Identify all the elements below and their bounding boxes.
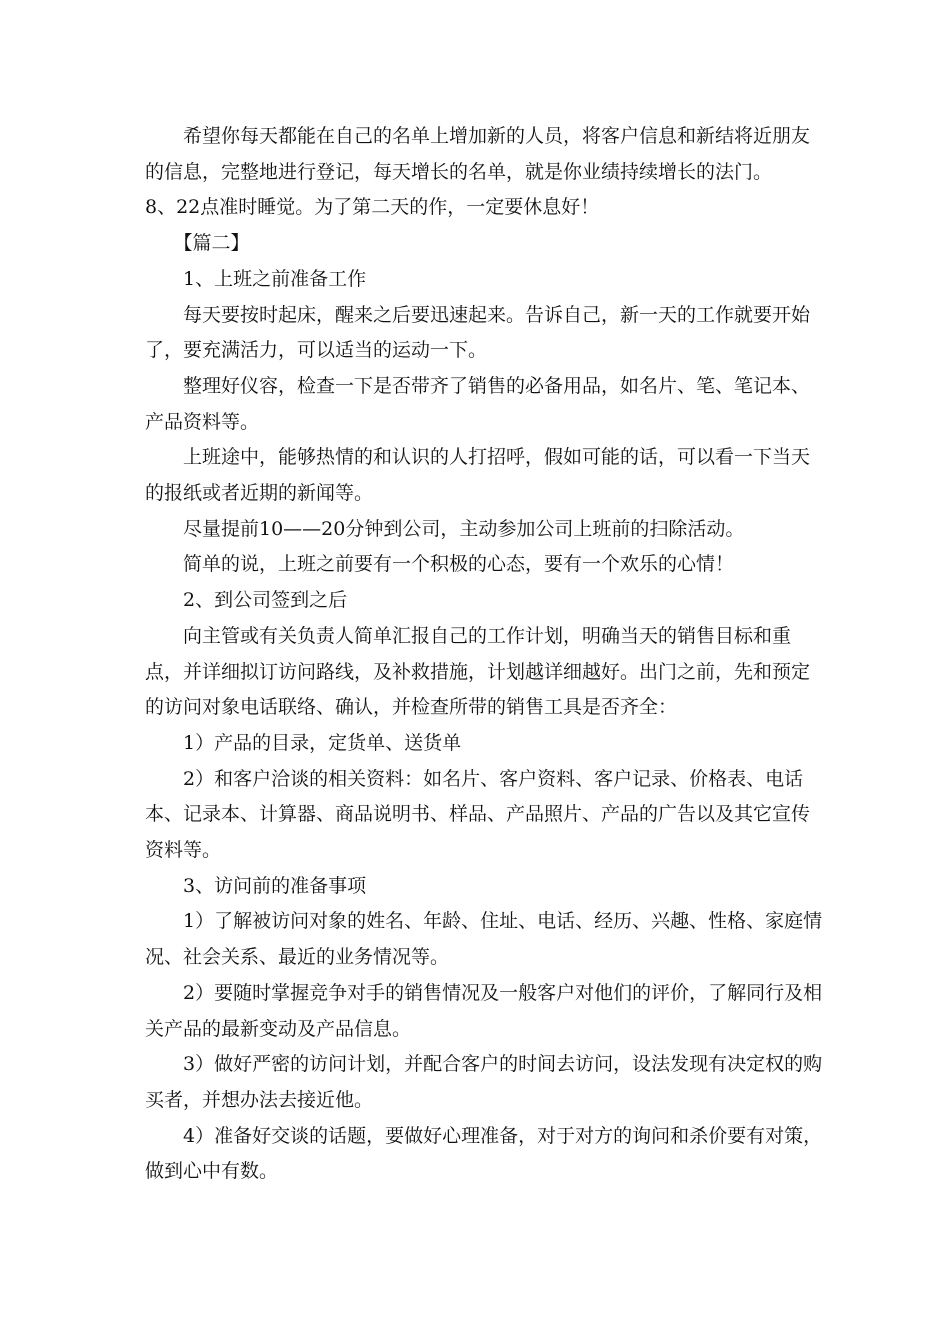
paragraph-arrive-early: 尽量提前10——20分钟到公司，主动参加公司上班前的扫除活动。 xyxy=(183,517,745,540)
paragraph-wake-up: 每天要按时起床，醒来之后要迅速起来。告诉自己，新一天的工作就要开始了，要充满活力，可以适当的运动一下。 xyxy=(145,303,811,362)
subheading-visit-prep: 3、访问前的准备事项 xyxy=(183,874,367,897)
list-item-competitors: 2）要随时掌握竞争对手的销售情况及一般客户对他们的评价，了解同行及相关产品的最新变动及产品信息。 xyxy=(145,981,823,1040)
subheading-before-work: 1、上班之前准备工作 xyxy=(183,267,367,290)
list-item-topics: 4）准备好交谈的话题，要做好心理准备，对于对方的询问和杀价要有对策，做到心中有数。 xyxy=(145,1124,823,1183)
list-item-visit-plan: 3）做好严密的访问计划，并配合客户的时间去访问，设法发现有决定权的购买者，并想办法去接近他。 xyxy=(145,1053,823,1111)
list-item-materials: 2）和客户洽谈的相关资料：如名片、客户资料、客户记录、价格表、电话本、记录本、计算器、商品说明书、样品、产品照片、产品的广告以及其它宣传资料等。 xyxy=(145,767,811,862)
paragraph-sleep: 8、22点准时睡觉。为了第二天的作，一定要休息好！ xyxy=(145,196,600,219)
paragraph-commute: 上班途中，能够热情的和认识的人打招呼，假如可能的话，可以看一下当天的报纸或者近期的新闻等。 xyxy=(145,446,811,505)
document-body xyxy=(145,119,825,1190)
paragraph-attitude: 简单的说，上班之前要有一个积极的心态，要有一个欢乐的心情！ xyxy=(183,553,735,576)
paragraph-name-list: 希望你每天都能在自己的名单上增加新的人员，将客户信息和新结将近朋友的信息，完整地进行登记，每天增长的名单，就是你业绩持续增长的法门。 xyxy=(145,125,811,183)
subheading-after-sign-in: 2、到公司签到之后 xyxy=(183,589,348,612)
list-item-know-client: 1）了解被访问对象的姓名、年龄、住址、电话、经历、兴趣、性格、家庭情况、社会关系、最近的业务情况等。 xyxy=(145,910,823,969)
section-heading: 【篇二】 xyxy=(173,232,250,255)
paragraph-report-plan: 向主管或有关负责人简单汇报自己的工作计划，明确当天的销售目标和重点，并详细拟订访问路线，及补救措施，计划越详细越好。出门之前，先和预定的访问对象电话联络、确认，并检查所带的销售工具是否齐全： xyxy=(145,624,811,719)
list-item-catalog: 1）产品的目录，定货单、送货单 xyxy=(183,731,462,754)
paragraph-appearance: 整理好仪容，检查一下是否带齐了销售的必备用品，如名片、笔、笔记本、产品资料等。 xyxy=(145,374,811,433)
